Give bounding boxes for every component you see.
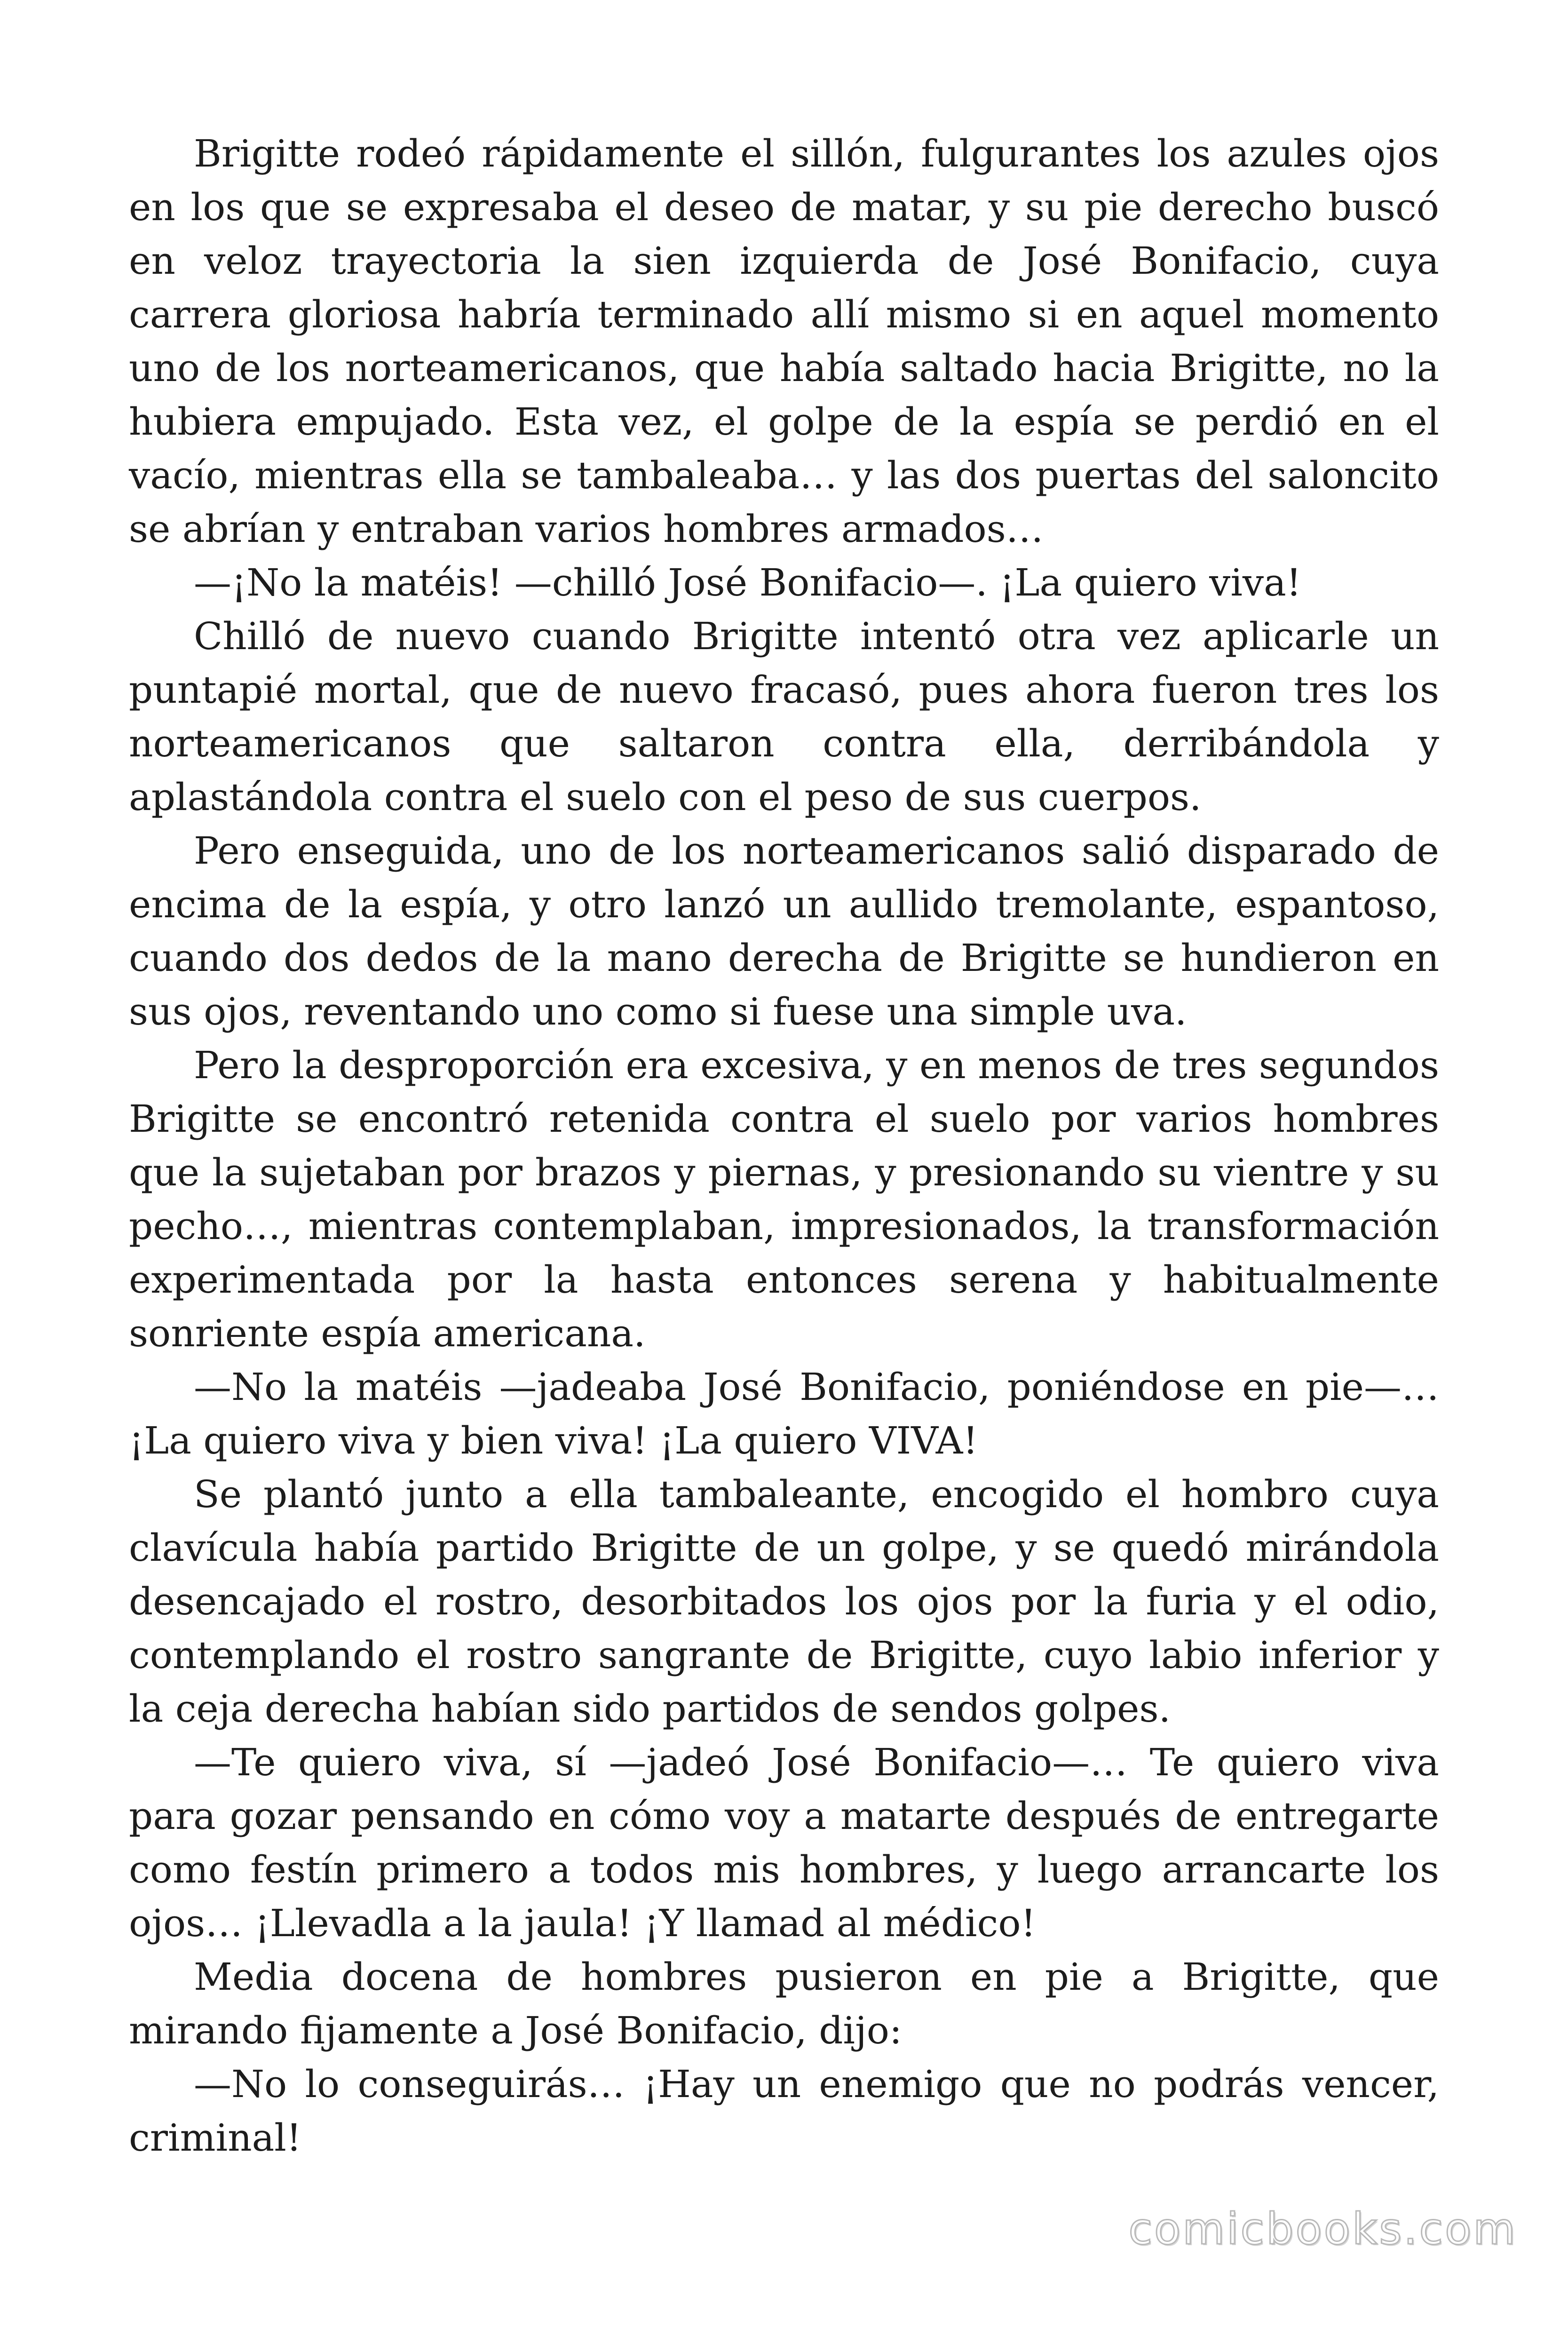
body-text [129, 127, 1439, 2165]
paragraph: —No la matéis —jadeaba José Bonifacio, poniéndose en pie—… ¡La quiero viva y bien viva! ¡La quiero VIVA! [129, 1365, 1439, 1462]
paragraph: Media docena de hombres pusieron en pie a Brigitte, que mirando fijamente a José Bonifacio, dijo: [129, 1955, 1439, 2052]
paragraph: Pero la desproporción era excesiva, y en menos de tres segundos Brigitte se encontró retenida contra el suelo por varios hombres que la sujetaban por brazos y piernas, y presionando su vientre y su pecho…, mientras contemplaban, impresionados, la transformación experimentada por la hasta entonces serena y habitualmente sonriente espía americana. [129, 1043, 1439, 1355]
paragraph: —Te quiero viva, sí —jadeó José Bonifacio—… Te quiero viva para gozar pensando en cómo voy a matarte después de entregarte como festín primero a todos mis hombres, y luego arrancarte los ojos… ¡Llevadla a la jaula! ¡Y llamad al médico! [129, 1740, 1439, 1945]
paragraph: —¡No la matéis! —chilló José Bonifacio—. ¡La quiero viva! [194, 561, 1301, 604]
paragraph: Se plantó junto a ella tambaleante, encogido el hombro cuya clavícula había partido Brigitte de un golpe, y se quedó mirándola desencajado el rostro, desorbitados los ojos por la furia y el odio, contemplando el rostro sangrante de Brigitte, cuyo labio inferior y la ceja derecha habían sido partidos de sendos golpes. [129, 1472, 1439, 1731]
paragraph: Pero enseguida, uno de los norteamericanos salió disparado de encima de la espía, y otro lanzó un aullido tremolante, espantoso, cuando dos dedos de la mano derecha de Brigitte se hundieron en sus ojos, reventando uno como si fuese una simple uva. [129, 829, 1439, 1033]
watermark: comicbooks.com [1128, 2204, 1517, 2254]
paragraph: —No lo conseguirás… ¡Hay un enemigo que no podrás vencer, criminal! [129, 2062, 1439, 2160]
paragraph: Chilló de nuevo cuando Brigitte intentó otra vez aplicarle un puntapié mortal, que de nuevo fracasó, pues ahora fueron tres los norteamericanos que saltaron contra ella, derribándola y aplastándola contra el suelo con el peso de sus cuerpos. [129, 614, 1439, 819]
paragraph: Brigitte rodeó rápidamente el sillón, fulgurantes los azules ojos en los que se expresaba el deseo de matar, y su pie derecho buscó en veloz trayectoria la sien izquierda de José Bonifacio, cuya carrera gloriosa habría terminado allí mismo si en aquel momento uno de los norteamericanos, que había saltado hacia Brigitte, no la hubiera empujado. Esta vez, el golpe de la espía se perdió en el vacío, mientras ella se tambaleaba… y las dos puertas del saloncito se abrían y entraban varios hombres armados… [129, 132, 1439, 551]
